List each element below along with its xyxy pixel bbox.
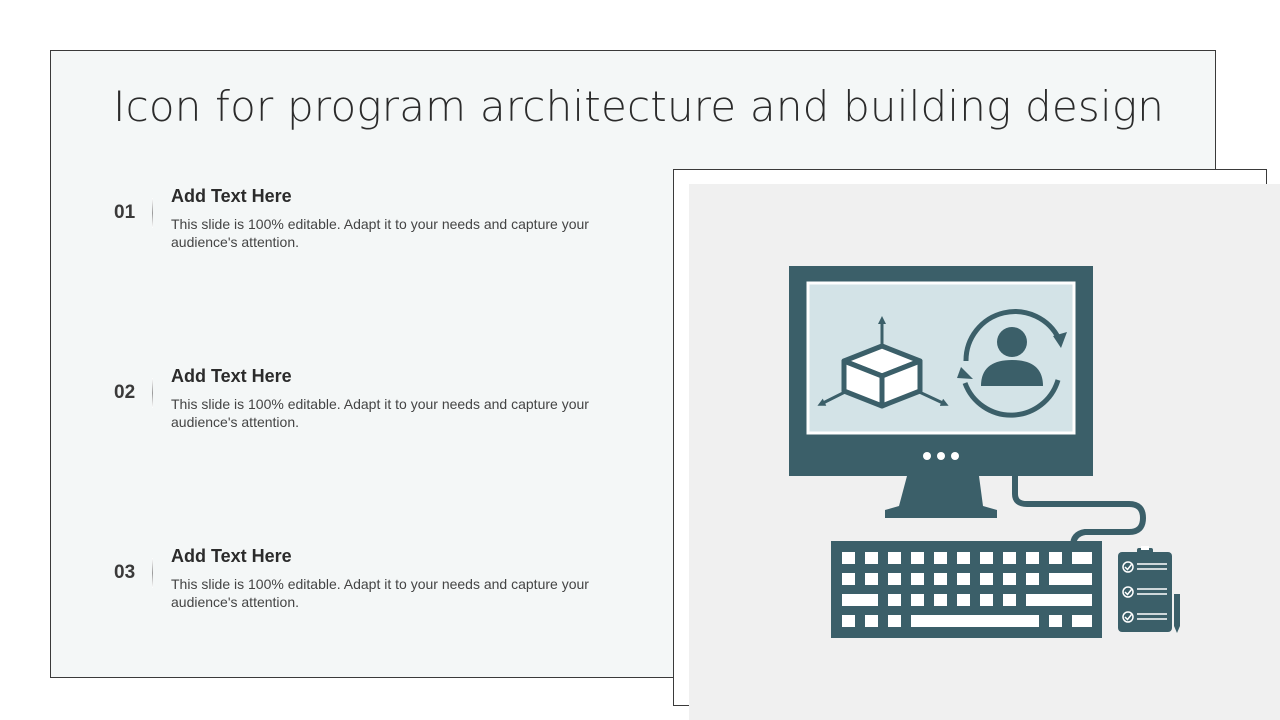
item-number: 03 [114, 562, 136, 583]
item-number: 01 [114, 202, 136, 223]
list-item-2 [114, 366, 634, 446]
item-heading[interactable]: Add Text Here [171, 366, 292, 386]
item-heading[interactable]: Add Text Here [171, 546, 292, 566]
item-body[interactable]: This slide is 100% editable. Adapt it to your needs and capture your audience's attention. [171, 576, 589, 610]
item-divider [152, 378, 153, 408]
image-panel [689, 184, 1280, 720]
list-item-3 [114, 546, 634, 626]
item-divider [152, 558, 153, 588]
page-title: Icon for program architecture and building design [113, 82, 1165, 131]
list-item-1 [114, 186, 634, 266]
item-divider [152, 198, 153, 228]
computer-monitor-icon [689, 184, 1280, 720]
item-body[interactable]: This slide is 100% editable. Adapt it to your needs and capture your audience's attention. [171, 216, 589, 250]
keyboard-icon [831, 541, 1102, 638]
checklist-clipboard-icon [1118, 546, 1180, 633]
item-number: 02 [114, 382, 136, 403]
item-body[interactable]: This slide is 100% editable. Adapt it to your needs and capture your audience's attention. [171, 396, 589, 430]
item-heading[interactable]: Add Text Here [171, 186, 292, 206]
